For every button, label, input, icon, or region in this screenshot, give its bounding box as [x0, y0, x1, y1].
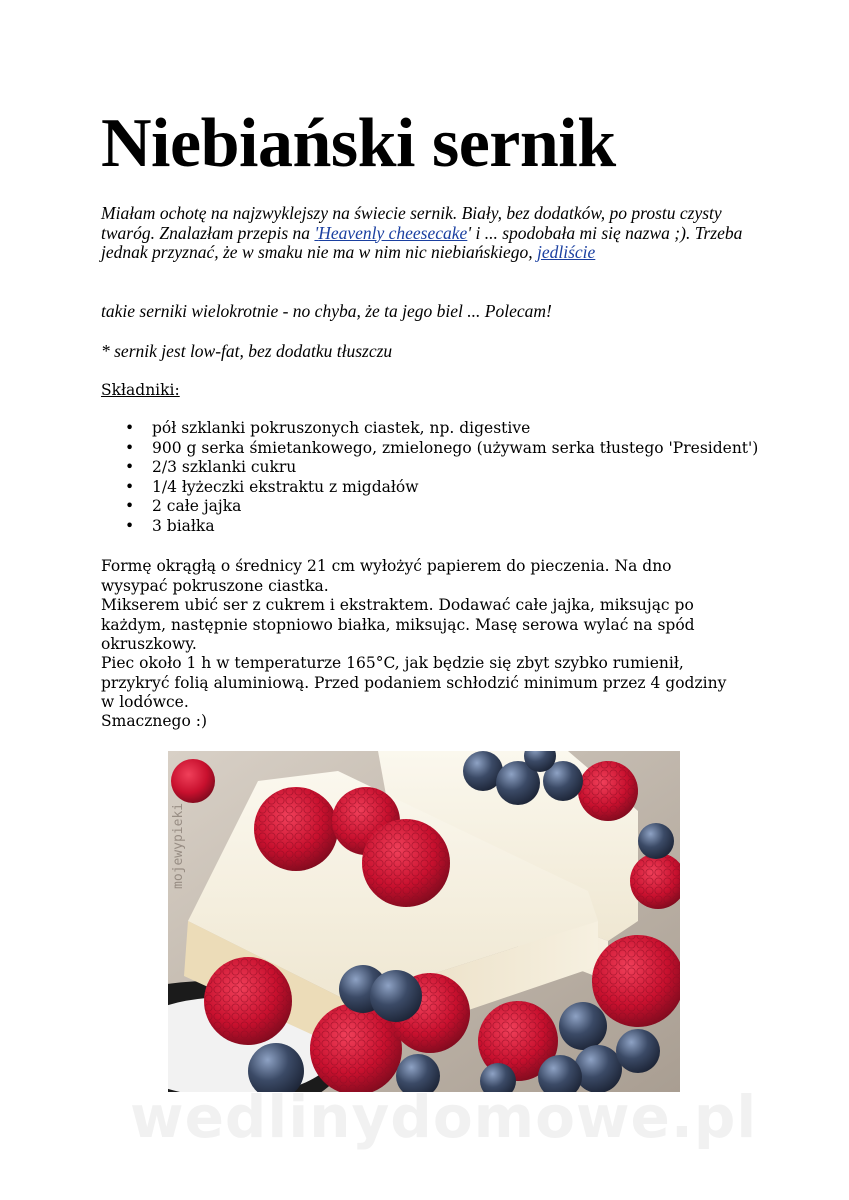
instruction-step-2: Mikserem ubić ser z cukrem i ekstraktem. Dodawać całe jajka, miksując po każdym, następnie stopniowo białka, miksując. Masę serowa wylać na spód okruszkowy.: [101, 596, 695, 653]
list-item: [101, 439, 758, 459]
list-item: [101, 497, 758, 517]
instructions: [101, 557, 741, 655]
ingredient-text: 3 białka: [152, 516, 215, 535]
list-item: [101, 478, 758, 498]
ingredient-text: pół szklanki pokruszonych ciastek, np. digestive: [152, 419, 531, 437]
ingredients-list: [101, 419, 758, 536]
ingredient-text: 2/3 szklanki cukru: [152, 458, 297, 476]
closing-text: Smacznego :): [101, 712, 208, 730]
jedliscie-link[interactable]: jedliście: [536, 242, 596, 262]
bullet-icon: •: [125, 477, 135, 496]
intro-continued: takie serniki wielokrotnie - no chyba, że ta jego biel ... Polecam!: [101, 301, 552, 321]
low-fat-note: * sernik jest low-fat, bez dodatku tłuszczu: [101, 341, 393, 361]
ingredient-text: 2 całe jajka: [152, 497, 242, 515]
intro-text-1: Miałam ochotę na najzwyklejszy na świecie sernik. Biały, bez dodatków, po prostu czysty twaróg. Znalazłam przepis na: [101, 203, 722, 243]
list-item: [101, 517, 758, 537]
bullet-icon: •: [125, 458, 135, 476]
heavenly-cheesecake-link[interactable]: Heavenly cheesecake: [318, 222, 468, 243]
site-watermark: wedlinydomowe.pl: [130, 1083, 758, 1151]
bullet-icon: •: [125, 497, 135, 515]
list-item: [101, 419, 758, 439]
ingredient-text: 1/4 łyżeczki ekstraktu z migdałów: [152, 477, 419, 496]
link-quote-close: ': [467, 222, 472, 243]
list-item: [101, 458, 758, 478]
bullet-icon: •: [125, 516, 135, 535]
bullet-icon: •: [125, 438, 135, 457]
link-quote-open: ': [314, 222, 319, 243]
cheesecake-photo: [168, 751, 680, 1092]
instruction-step-1: Formę okrągłą o średnicy 21 cm wyłożyć papierem do pieczenia. Na dno wysypać pokruszone ciastka.: [101, 557, 672, 595]
intro-paragraph: [101, 204, 761, 263]
photo-watermark: mojewypieki: [171, 802, 186, 889]
ingredients-heading: Składniki:: [101, 381, 180, 399]
page-title: Niebiański sernik: [101, 105, 616, 182]
ingredient-text: 900 g serka śmietankowego, zmielonego (używam serka tłustego 'President'): [152, 438, 759, 457]
bullet-icon: •: [125, 419, 135, 437]
intro-text-2: i ... spodobała mi się nazwa ;). Trzeba jednak przyznać, że w smaku nie ma w nim nic niebiańskiego,: [101, 222, 743, 262]
baking-paragraph: Piec około 1 h w temperaturze 165°C, jak będzie się zbyt szybko rumienił, przykryć folią aluminiową. Przed podaniem schłodzić minimum przez 4 godziny w lodówce.: [101, 654, 727, 711]
